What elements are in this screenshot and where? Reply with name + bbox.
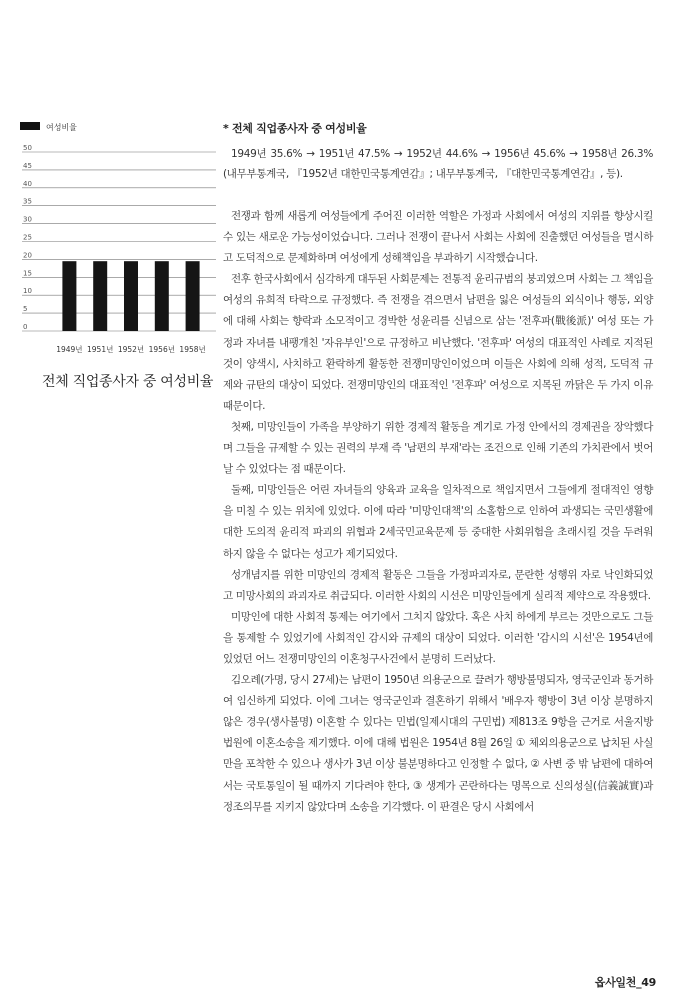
legend-swatch <box>20 122 40 130</box>
bar-chart <box>18 118 218 368</box>
y-tick-label: 10 <box>23 287 32 296</box>
y-tick-label: 40 <box>23 179 32 188</box>
y-tick-label: 25 <box>23 233 32 242</box>
y-tick-label: 35 <box>23 197 32 206</box>
paragraph: 첫째, 미망인들이 가족을 부양하기 위한 경제적 활동을 계기로 가정 안에서의 경제권을 장악했다며 그들을 규제할 수 있는 권력의 부재 즉 '남편의 부재'라는 조건으로 인해 기존의 가치관에서 벗어날 수 있었다는 점 때문이다. <box>223 420 653 476</box>
paragraph: 둘째, 미망인들은 어린 자녀들의 양육과 교육을 일차적으로 책임지면서 그들에게 절대적인 영향을 미칠 수 있는 위치에 있었다. 이에 따라 '미망인대책'의 소홀함으로 인하여 과생되는 국민생활에 대한 도의적 윤리적 파괴의 위협과 2세국민교육문제 등 중대한 사회위험을 초래시킬 것을 두려워하지 않을 수 없다는 성고가 제기되었다. <box>223 484 653 560</box>
paragraph: 전쟁과 함께 새롭게 여성들에게 주어진 이러한 역할은 가정과 사회에서 여성의 지위를 향상시킬 수 있는 새로운 가능성이었습니다. 그러나 전쟁이 끝나서 사회는 사회에 진출했던 여성들을 멸시하고 도덕적으로 문제화하며 여성에게 성해책임을 부과하기 시작했습니다. <box>223 210 653 265</box>
bar <box>124 261 138 331</box>
y-tick-label: 20 <box>23 251 32 260</box>
bar <box>186 261 200 331</box>
paragraph: 미망인에 대한 사회적 통제는 여기에서 그치지 않았다. 혹은 사치 하에게 부르는 것만으로도 그들을 통제할 수 있었기에 사회적인 감시와 규제의 대상이 되었다. 이러한 '감시의 시선'은 1954년에 있었던 어느 전쟁미망인의 이혼청구사건에서 분명히 드러났다. <box>223 610 653 665</box>
legend-label: 여성비율 <box>46 123 77 132</box>
paragraph: 김오례(가명, 당시 27세)는 남편이 1950년 의용군으로 끌려가 행방불명되자, 영국군인과 동거하여 임신하게 되었다. 이에 그녀는 영국군인과 결혼하기 위해서 '배우자 행방이 3년 이상 분명하지 않은 경우(생사불명) 이혼할 수 있다는 민법(일제시대의 구민법) 제813조 9항을 근거로 서울지방법원에 이혼소송을 제기했다. 이에 대해 법원은 1954년 8월 26일 ① 체외의용군으로 납치된 사실만을 포착한 수 있으나 생사가 3년 이상 불분명하다고 인정할 수 없다, ② 사변 중 밖 남편에 대하여서는 국토통일이 될 때까지 기다려야 한다, ③ 생계가 곤란하다는 명목으로 신의성실(信義誠實)과 정조의무를 지키지 않았다며 소송을 기각했다. 이 판결은 당시 사회에서 <box>223 674 653 813</box>
chart-bars <box>62 261 199 331</box>
x-tick-label: 1949년 <box>56 345 83 354</box>
y-tick-label: 45 <box>23 161 32 170</box>
paragraph: 전후 한국사회에서 심각하게 대두된 사회문제는 전통적 윤리규범의 붕괴였으며 사회는 그 책임을 여성의 유희적 타락으로 규정했다. 즉 전쟁을 겪으면서 남편을 잃은 여성들의 외식이나 행동, 외양에 대해 사회는 향락과 소모적이고 경박한 성윤리를 신념으로 삼는 '전후파(戰後派)' 여성 또는 가정과 자녀를 내팽개친 '자유부인'으로 규정하고 비난했다. '전후파' 여성의 대표적인 사례로 지적된 것이 양색시, 사치하고 환락하게 활동한 전쟁미망인이었으며 이들은 사회에 의해 성적, 도덕적 규제와 규탄의 대상이 되었다. 전쟁미망인의 대표적인 '전후파' 여성으로 지목된 까닭은 두 가지 이유 때문이다. <box>223 273 653 412</box>
main-content <box>223 120 653 818</box>
x-tick-label: 1952년 <box>117 345 145 354</box>
bar <box>155 261 169 331</box>
chart-x-labels <box>56 344 206 354</box>
y-tick-label: 0 <box>23 323 28 331</box>
stats-title: * 전체 직업종사자 중 여성비율 <box>223 122 367 135</box>
x-tick-label: 1951년 <box>87 345 114 354</box>
spacer <box>223 184 653 206</box>
page-number: 옵사일천_49 <box>594 976 656 989</box>
paragraph: 성개념지를 위한 미망인의 경제적 활동은 그들을 가정파괴자로, 문란한 성행위 자로 낙인화되었고 미망사회의 과괴자로 취급되다. 이러한 사회의 시선은 미망인들에게 실리적 제약으로 작용했다. <box>223 568 653 602</box>
stats-text: 1949년 35.6% → 1951년 47.5% → 1952년 44.6% → 1956년 45.6% → 1958년 26.3%(내무부통계국, 『1952년 대한민국통계연감』; 내무부통계국, 『대한민국통계연감』, 등). <box>223 148 653 180</box>
y-tick-label: 50 <box>23 144 32 152</box>
x-tick-label: 1958년 <box>179 345 206 354</box>
bar <box>62 261 76 331</box>
x-tick-label: 1956년 <box>148 345 175 354</box>
chart-caption: 전체 직업종사자 중 여성비율 <box>42 374 214 390</box>
body-text <box>223 206 653 818</box>
bar <box>93 261 107 331</box>
y-tick-label: 5 <box>23 305 28 314</box>
y-tick-label: 15 <box>23 269 32 278</box>
y-tick-label: 30 <box>23 215 32 224</box>
